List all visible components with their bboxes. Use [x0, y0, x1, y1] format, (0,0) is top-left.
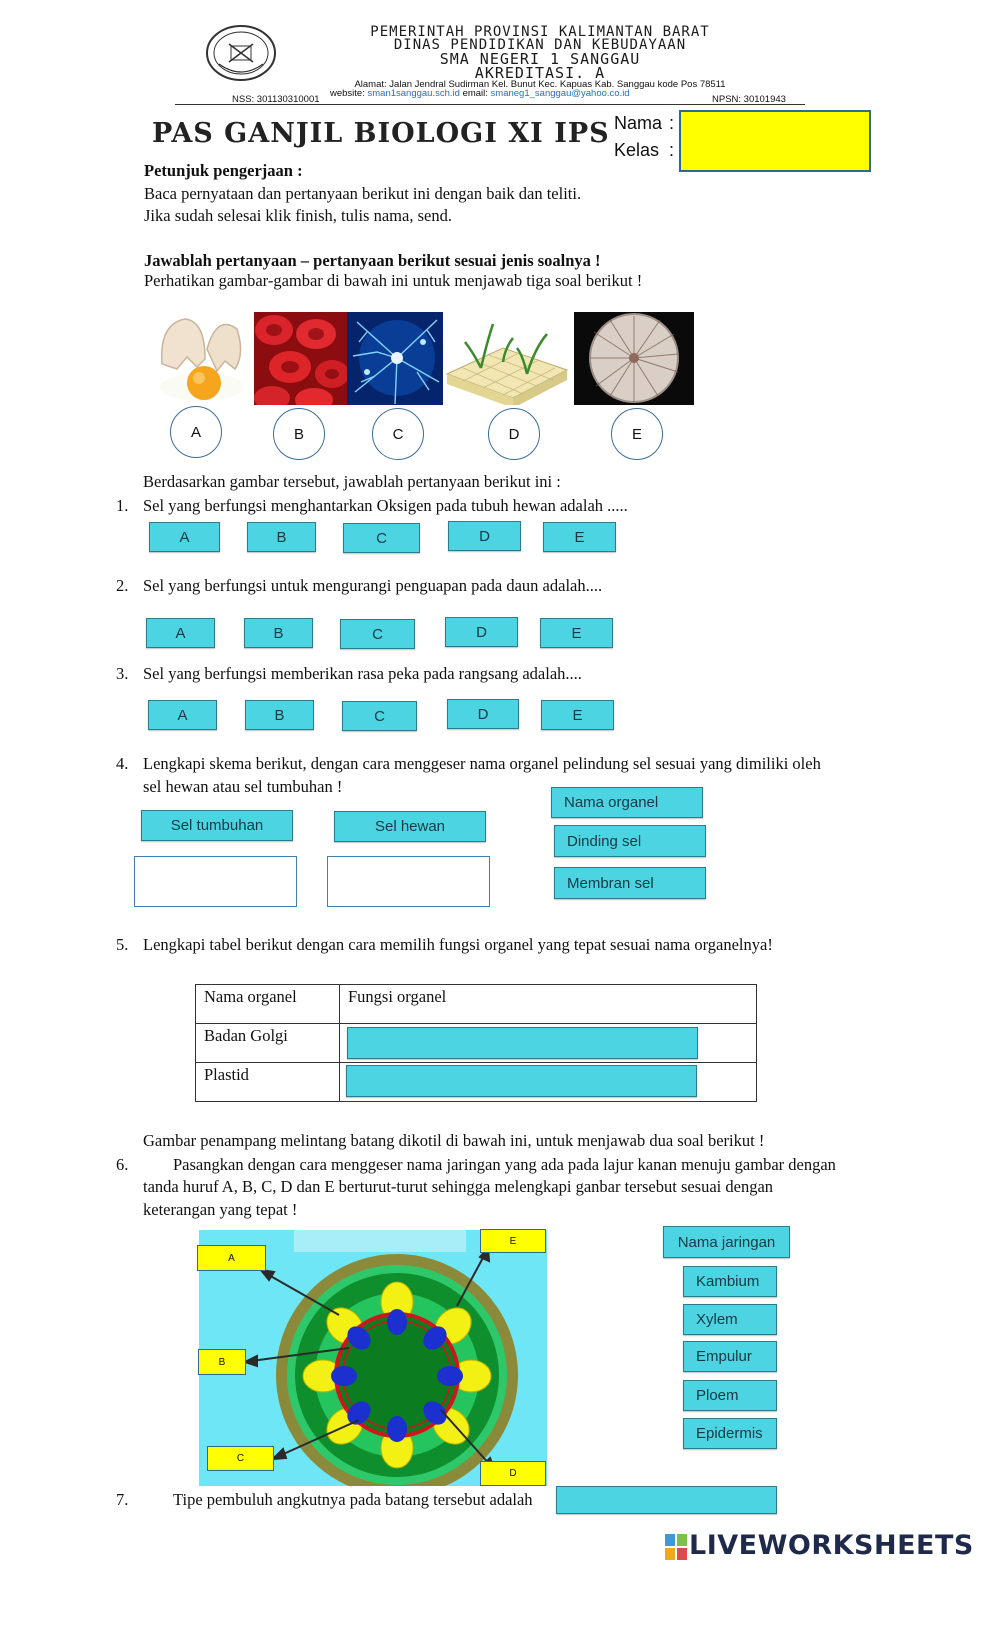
- stem-label-d[interactable]: D: [480, 1461, 546, 1486]
- q5-text: Lengkapi tabel berikut dengan cara memilih fungsi organel yang tepat sesuai nama organelnya!: [143, 935, 773, 954]
- q4-line2: sel hewan atau sel tumbuhan !: [143, 777, 343, 796]
- nama-label: Nama: [614, 113, 663, 133]
- stem-label-a[interactable]: A: [197, 1245, 266, 1271]
- sel-tumbuhan-label: Sel tumbuhan: [141, 810, 293, 841]
- instructions-bold: Jawablah pertanyaan – pertanyaan berikut sesuai jenis soalnya !: [144, 251, 601, 270]
- q2-option-e[interactable]: E: [540, 618, 613, 648]
- instructions-line3: Perhatikan gambar-gambar di bawah ini untuk menjawab tiga soal berikut !: [144, 271, 643, 290]
- q1-option-b[interactable]: B: [247, 522, 316, 552]
- q3-option-b[interactable]: B: [245, 700, 314, 730]
- header-address: Alamat: Jalan Jendral Sudirman Kel. Bunut Kec. Kapuas Kab. Sanggau kode Pos 78511: [354, 79, 726, 90]
- q6-intro: Gambar penampang melintang batang dikotil di bawah ini, untuk menjawab dua soal berikut !: [143, 1131, 765, 1150]
- q3-option-c[interactable]: C: [342, 701, 417, 731]
- stem-section-image: [574, 312, 694, 405]
- q6-line1: Pasangkan dengan cara menggeser nama jaringan yang ada pada lajur kanan menuju gambar dengan: [173, 1155, 836, 1174]
- red-blood-cell-image: [254, 312, 347, 405]
- stem-label-c[interactable]: C: [207, 1446, 274, 1471]
- table-cell-plastid: Plastid: [196, 1063, 340, 1102]
- q4-number: 4.: [116, 754, 129, 773]
- instructions-line1: Baca pernyataan dan pertanyaan berikut ini dengan baik dan teliti.: [144, 184, 582, 203]
- image-label-e: E: [611, 408, 663, 460]
- q6-line2: tanda huruf A, B, C, D dan E berturut-turut sehingga melengkapi ganbar tersebut sesuai dengan: [143, 1177, 774, 1196]
- q3-number: 3.: [116, 664, 129, 683]
- q6-number: 6.: [116, 1155, 129, 1174]
- q2-option-d[interactable]: D: [445, 617, 518, 647]
- q3-option-e[interactable]: E: [541, 700, 614, 730]
- sel-hewan-label: Sel hewan: [334, 811, 486, 842]
- q1-option-c[interactable]: C: [343, 523, 420, 553]
- q3-option-d[interactable]: D: [447, 699, 519, 729]
- name-class-input[interactable]: [679, 110, 871, 172]
- nama-organel-header: Nama organel: [551, 787, 703, 818]
- q3-option-a[interactable]: A: [148, 700, 217, 730]
- header-accreditation: AKREDITASI. A: [474, 64, 606, 82]
- jaringan-option-epidermis[interactable]: Epidermis: [683, 1418, 777, 1449]
- q2-option-b[interactable]: B: [244, 618, 313, 648]
- membran-sel-option[interactable]: Membran sel: [554, 867, 706, 899]
- nerve-cell-image: [347, 312, 443, 405]
- header-dept: DINAS PENDIDIKAN DAN KEBUDAYAAN: [393, 37, 687, 53]
- header-contact: website: sman1sanggau.sch.id email: smaneg1_sanggau@yahoo.co.id: [330, 88, 630, 99]
- q2-option-a[interactable]: A: [146, 618, 215, 648]
- image-label-b: B: [273, 408, 325, 460]
- table-cell-badan-golgi: Badan Golgi: [196, 1024, 340, 1063]
- sel-tumbuhan-dropzone[interactable]: [134, 856, 297, 907]
- jaringan-option-empulur[interactable]: Empulur: [683, 1341, 777, 1372]
- q3-text: Sel yang berfungsi memberikan rasa peka pada rangsang adalah....: [143, 664, 582, 683]
- q1-text: Sel yang berfungsi menghantarkan Oksigen pada tubuh hewan adalah .....: [143, 496, 628, 515]
- liveworksheets-logo-icon: [665, 1534, 687, 1560]
- sel-hewan-dropzone[interactable]: [327, 856, 490, 907]
- q1-option-d[interactable]: D: [448, 521, 521, 551]
- dinding-sel-option[interactable]: Dinding sel: [554, 825, 706, 857]
- header-npsn: NPSN: 30101943: [712, 94, 786, 105]
- header-gov: PEMERINTAH PROVINSI KALIMANTAN BARAT: [370, 24, 710, 40]
- q2-number: 2.: [116, 576, 129, 595]
- kelas-label: Kelas: [614, 140, 660, 160]
- q5-number: 5.: [116, 935, 129, 954]
- leaf-epidermis-image: [443, 312, 571, 405]
- q1-number: 1.: [116, 496, 129, 515]
- instructions-line2: Jika sudah selesai klik finish, tulis nama, send.: [144, 206, 452, 225]
- q2-text: Sel yang berfungsi untuk mengurangi penguapan pada daun adalah....: [143, 576, 603, 595]
- q7-number: 7.: [116, 1490, 129, 1509]
- nama-colon: :: [669, 113, 675, 133]
- stem-label-e[interactable]: E: [480, 1229, 546, 1253]
- badan-golgi-select[interactable]: [347, 1027, 698, 1059]
- plastid-select[interactable]: [346, 1065, 697, 1097]
- table-header-fungsi: Fungsi organel: [340, 985, 757, 1024]
- school-logo: [205, 24, 277, 82]
- jaringan-option-kambium[interactable]: Kambium: [683, 1266, 777, 1297]
- q1-option-a[interactable]: A: [149, 522, 220, 552]
- header-school: SMA NEGERI 1 SANGGAU: [439, 50, 641, 68]
- q7-text: Tipe pembuluh angkutnya pada batang tersebut adalah: [173, 1490, 533, 1509]
- q4-line1: Lengkapi skema berikut, dengan cara menggeser nama organel pelindung sel sesuai yang dimiliki oleh: [143, 754, 821, 773]
- stem-label-b[interactable]: B: [198, 1349, 246, 1375]
- egg-cell-image: [147, 309, 247, 405]
- nama-jaringan-header: Nama jaringan: [663, 1226, 790, 1258]
- q2-option-c[interactable]: C: [340, 619, 415, 649]
- image-label-c: C: [372, 408, 424, 460]
- q1-option-e[interactable]: E: [543, 522, 616, 552]
- kelas-colon: :: [669, 140, 675, 160]
- jaringan-option-ploem[interactable]: Ploem: [683, 1380, 777, 1411]
- header-nss: NSS: 301130310001: [232, 94, 320, 105]
- instructions-heading: Petunjuk pengerjaan :: [144, 161, 303, 180]
- jaringan-option-xylem[interactable]: Xylem: [683, 1304, 777, 1335]
- image-label-d: D: [488, 408, 540, 460]
- image-label-a: A: [170, 406, 222, 458]
- intro-questions: Berdasarkan gambar tersebut, jawablah pertanyaan berikut ini :: [143, 472, 561, 491]
- q7-answer-input[interactable]: [556, 1486, 777, 1514]
- header-rule: [175, 104, 805, 105]
- q6-line3: keterangan yang tepat !: [143, 1200, 298, 1219]
- page-title: PAS GANJIL BIOLOGI XI IPS: [152, 118, 610, 149]
- liveworksheets-brand: LIVEWORKSHEETS: [689, 1530, 974, 1561]
- table-header-nama: Nama organel: [196, 985, 340, 1024]
